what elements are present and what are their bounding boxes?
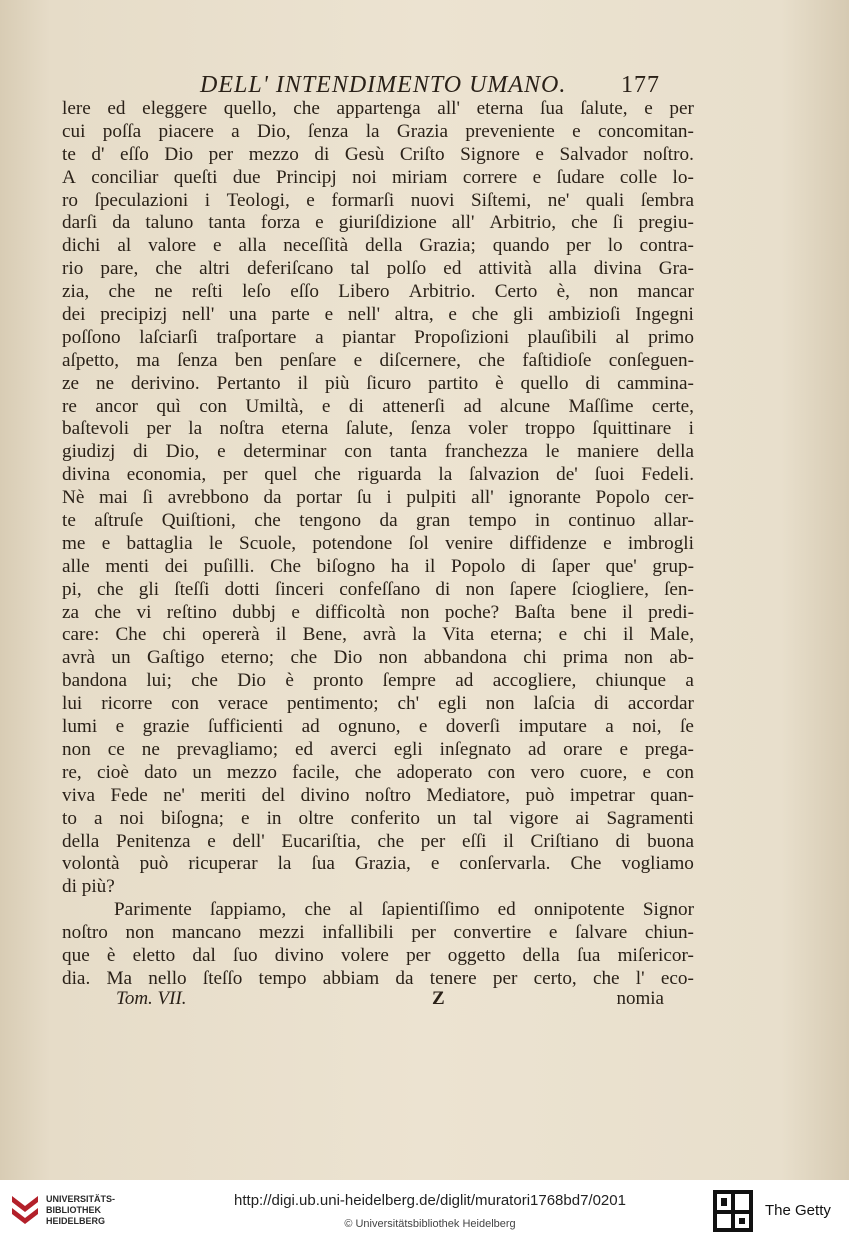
volume-label: Tom. VII. [116,988,187,1009]
text-line: dei precipizj nell' una parte e nell' altra, e che gli ambizioſi Ingegni [62,304,694,326]
getty-emblem-icon [713,1190,753,1232]
text-line: poſſono laſciarſi traſportare a piantar Propoſizioni plauſibili al primo [62,326,694,348]
signature-mark: Z [432,988,445,1009]
text-line: lere ed eleggere quello, che appartenga all' eterna ſua ſalute, e per [62,98,694,119]
text-line: Parimente ſappiamo, che al ſapientiſſimo ed onnipotente Signor [114,899,694,921]
text-line: divina economia, per quel che riguarda la ſalvazion de' ſuoi Fedeli. [62,464,694,486]
viewer-footer-bar [0,1180,849,1243]
text-line: care: Che chi opererà il Bene, avrà la Vita eterna; e chi il Male, [62,624,694,646]
catchword: nomia [616,988,664,1009]
body-text [62,98,694,991]
text-line: volontà può ricuperar la ſua Grazia, e conſervarla. Che vogliamo [62,853,694,875]
page-number: 177 [621,72,660,98]
text-line: te aſtruſe Quiſtioni, che tengono da gran tempo in continuo allar- [62,510,694,532]
text-line: lui ricorre con verace pentimento; ch' egli non laſcia di accordar [62,693,694,715]
text-line: giudizj di Dio, e determinar con tanta franchezza le maniere della [62,441,694,463]
library-name [46,1194,115,1227]
text-line: baſtevoli per la noſtra eterna ſalute, ſenza voler troppo ſquittinare i [62,418,694,440]
text-line: cui poſſa piacere a Dio, ſenza la Grazia preveniente e concomitan- [62,120,694,142]
text-line: me e battaglia le Scuole, potendone ſol venire diffidenze e imbrogli [62,532,694,554]
text-line: to a noi biſogna; e in oltre conferito un tal vigore ai Sagramenti [62,807,694,829]
text-line: alle menti dei puſilli. Che biſogno ha il Popolo di ſaper que' grup- [62,555,694,577]
library-name-line: HEIDELBERG [46,1216,106,1226]
text-line: re, cioè dato un mezzo facile, che adoperato con vero cuore, e con [62,761,694,783]
library-emblem-icon [10,1192,40,1228]
text-line: aſpetto, ma ſenza ben penſare e diſcernere, che faſtidioſe conſeguen- [62,349,694,371]
text-line: za che vi reſtino dubbj e difficoltà non poche? Baſta bene il predi- [62,601,694,623]
page-footer [116,988,676,1014]
text-line: te d' eſſo Dio per mezzo di Gesù Criſto Signore e Salvador noſtro. [62,143,694,165]
text-line: rio pare, che altri deferiſcano tal polſo ed attività alla divina Gra- [62,258,694,280]
library-name-line: UNIVERSITÄTS- [46,1194,116,1204]
text-line: dia. Ma nello ſteſſo tempo abbiam da tenere per certo, che l' eco- [62,967,694,989]
text-line: A conciliar queſti due Principj noi miriam correre e ſudare colle lo- [62,166,694,188]
text-line: ze ne derivino. Pertanto il più ſicuro partito è quello di cammina- [62,372,694,394]
text-line: zia, che ne reſti leſo eſſo Libero Arbitrio. Certo è, non mancar [62,281,694,303]
text-line: della Penitenza e dell' Eucariſtia, che per eſſi il Criſtiano di buona [62,830,694,852]
text-line: avrà un Gaſtigo eterno; che Dio non abbandona chi prima non ab- [62,647,694,669]
text-line: darſi da taluno tanta forza e giuriſdizione all' Arbitrio, che ſi pregiu- [62,212,694,234]
text-line: ro ſpeculazioni i Teologi, e formarſi nuovi Siſtemi, ne' quali ſembra [62,189,694,211]
copyright-notice: © Universitätsbibliothek Heidelberg [344,1218,516,1230]
text-line: bandona lui; che Dio è pronto ſempre ad accogliere, chiunque a [62,670,694,692]
permalink-url[interactable]: http://digi.ub.uni-heidelberg.de/diglit/muratori1768bd7/0201 [234,1192,626,1209]
text-line: re ancor quì con Umiltà, e di attenerſi ad alcune Maſſime certe, [62,395,694,417]
text-line: Nè mai ſi avrebbono da portar ſu i pulpiti all' ignorante Popolo cer- [62,487,694,509]
text-line: non ce ne prevagliamo; ed averci egli inſegnato ad orare e prega- [62,738,694,760]
university-library-logo[interactable] [10,1188,130,1234]
text-line: pi, che gli ſteſſi dotti ſinceri confeſſano di non ſapere ſciogliere, ſen- [62,578,694,600]
text-line: que è eletto dal ſuo divino volere per oggetto della ſua miſericor- [62,944,694,966]
sponsor-name: The Getty [765,1202,831,1219]
text-line: noſtro non mancano mezzi infallibili per convertire e ſalvare chiun- [62,922,694,944]
getty-logo[interactable] [713,1188,843,1234]
text-line: di più? [62,876,115,898]
running-title: DELL' INTENDIMENTO UMANO. [200,72,567,98]
library-name-line: BIBLIOTHEK [46,1205,101,1215]
text-line: viva Fede ne' meriti del divino noſtro Mediatore, può impetrar quan- [62,784,694,806]
text-line: lumi e grazie ſufficienti ad ognuno, e doverſi imputare a noi, ſe [62,716,694,738]
text-line: dichi al valore e alla neceſſità della Grazia; quando per lo contra- [62,235,694,257]
